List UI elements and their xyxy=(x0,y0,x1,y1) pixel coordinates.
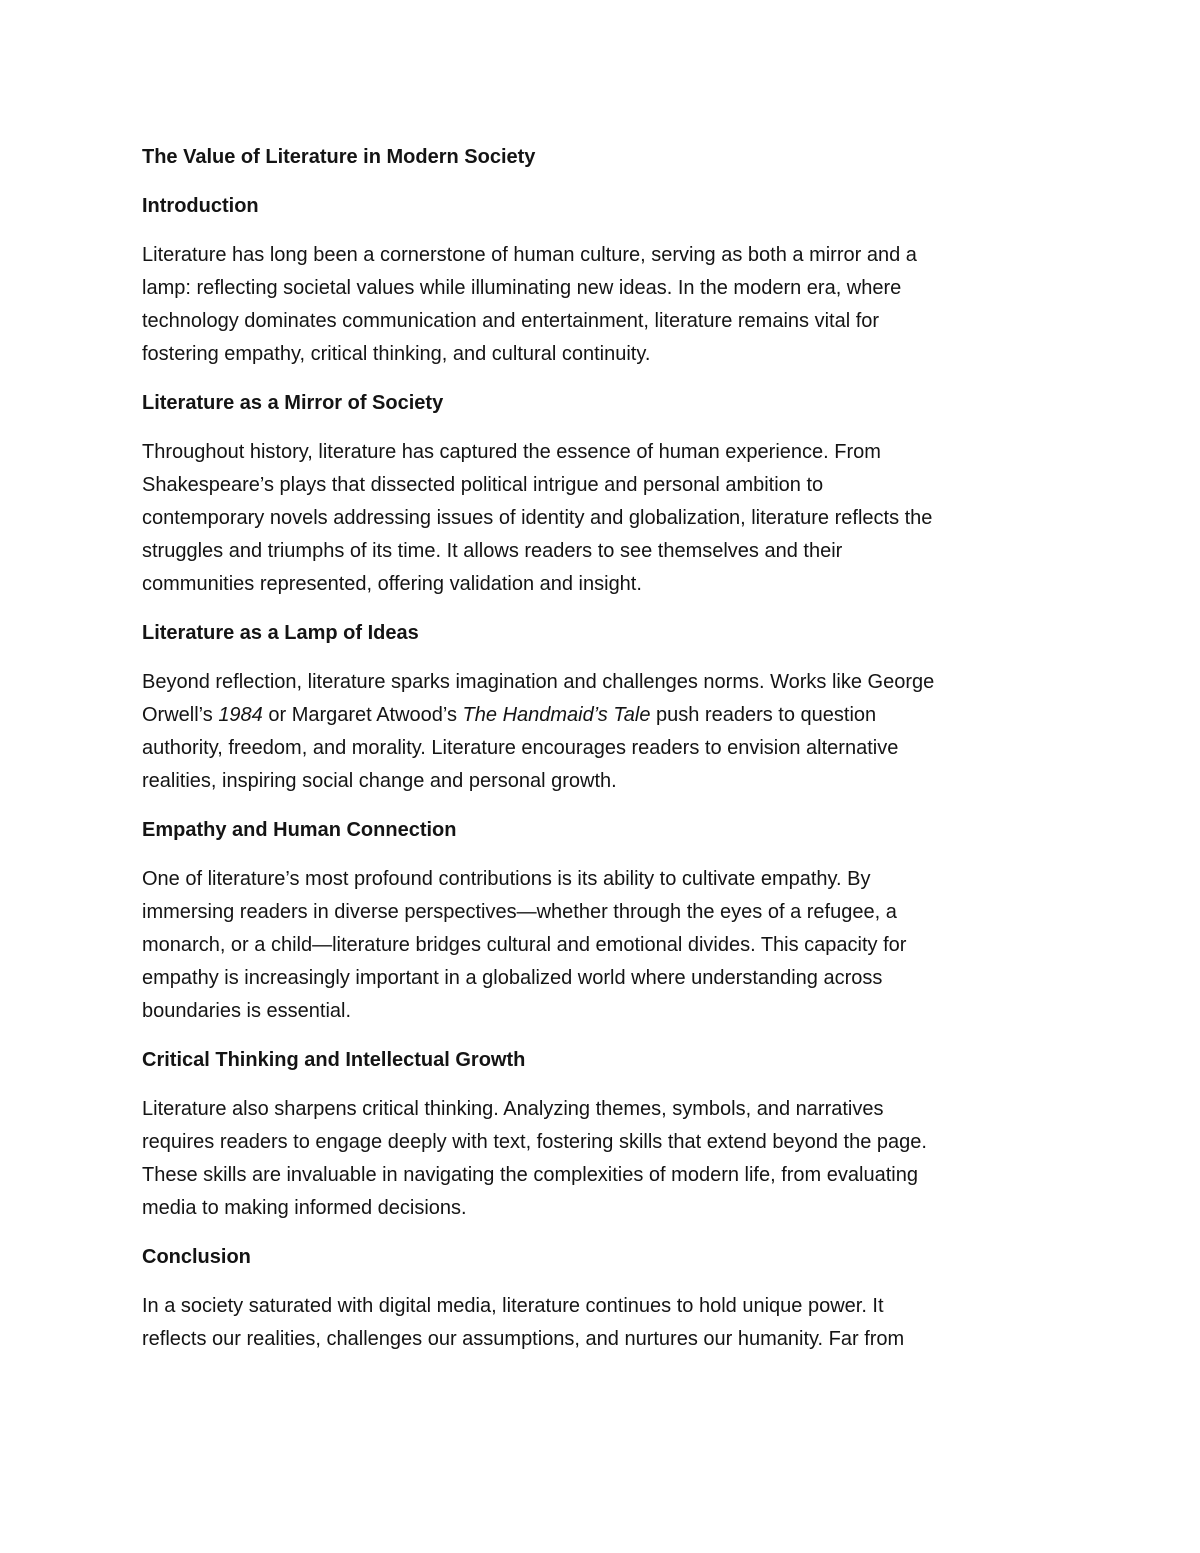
text-line: reflects our realities, challenges our assumptions, and nurtures our humanity. Far from xyxy=(142,1328,905,1350)
book-title-1984: 1984 xyxy=(218,704,263,726)
text-line: monarch, or a child—literature bridges cultural and emotional divides. This capacity for xyxy=(142,934,907,956)
text-line: lamp: reflecting societal values while illuminating new ideas. In the modern era, where xyxy=(142,277,902,299)
text-line: Literature also sharpens critical thinking. Analyzing themes, symbols, and narratives xyxy=(142,1098,884,1120)
text-line: Literature has long been a cornerstone of human culture, serving as both a mirror and a xyxy=(142,244,917,266)
text-line: Throughout history, literature has captured the essence of human experience. From xyxy=(142,441,881,463)
text-line: These skills are invaluable in navigating the complexities of modern life, from evaluating xyxy=(142,1164,918,1186)
paragraph-empathy xyxy=(142,863,1062,1028)
section-heading-lamp: Literature as a Lamp of Ideas xyxy=(142,622,419,644)
text-line: communities represented, offering validation and insight. xyxy=(142,573,642,595)
text-line: Shakespeare’s plays that dissected political intrigue and personal ambition to xyxy=(142,474,824,496)
text-line: contemporary novels addressing issues of identity and globalization, literature reflects the xyxy=(142,507,933,529)
book-title-handmaids-tale: The Handmaid’s Tale xyxy=(462,704,651,726)
text-line: authority, freedom, and morality. Literature encourages readers to envision alternative xyxy=(142,737,899,759)
paragraph-conclusion xyxy=(142,1290,1062,1356)
text-line: realities, inspiring social change and personal growth. xyxy=(142,770,617,792)
text-line: One of literature’s most profound contributions is its ability to cultivate empathy. By xyxy=(142,868,871,890)
section-heading-mirror: Literature as a Mirror of Society xyxy=(142,392,444,414)
section-heading-conclusion: Conclusion xyxy=(142,1246,251,1268)
text-line: Beyond reflection, literature sparks imagination and challenges norms. Works like George xyxy=(142,671,935,693)
text-line: struggles and triumphs of its time. It allows readers to see themselves and their xyxy=(142,540,843,562)
paragraph-critical-thinking xyxy=(142,1093,1062,1225)
text-line: requires readers to engage deeply with text, fostering skills that extend beyond the page. xyxy=(142,1131,927,1153)
section-heading-introduction: Introduction xyxy=(142,195,259,217)
section-heading-critical-thinking: Critical Thinking and Intellectual Growth xyxy=(142,1049,526,1071)
text-line: immersing readers in diverse perspectives—whether through the eyes of a refugee, a xyxy=(142,901,897,923)
text-line: empathy is increasingly important in a globalized world where understanding across xyxy=(142,967,883,989)
text-run: Orwell’s xyxy=(142,704,219,726)
text-line: media to making informed decisions. xyxy=(142,1197,467,1219)
text-line: In a society saturated with digital media, literature continues to hold unique power. It xyxy=(142,1295,884,1317)
text-line xyxy=(142,699,1062,732)
section-heading-empathy: Empathy and Human Connection xyxy=(142,819,457,841)
document-page xyxy=(142,141,1062,1372)
text-line: boundaries is essential. xyxy=(142,1000,352,1022)
paragraph-mirror xyxy=(142,436,1062,601)
text-run: push readers to question xyxy=(650,704,877,726)
text-line: fostering empathy, critical thinking, and cultural continuity. xyxy=(142,343,651,365)
text-run: or Margaret Atwood’s xyxy=(262,704,463,726)
paragraph-introduction xyxy=(142,239,1062,371)
paragraph-lamp xyxy=(142,666,1062,798)
document-title: The Value of Literature in Modern Society xyxy=(142,146,536,168)
text-line: technology dominates communication and entertainment, literature remains vital for xyxy=(142,310,880,332)
